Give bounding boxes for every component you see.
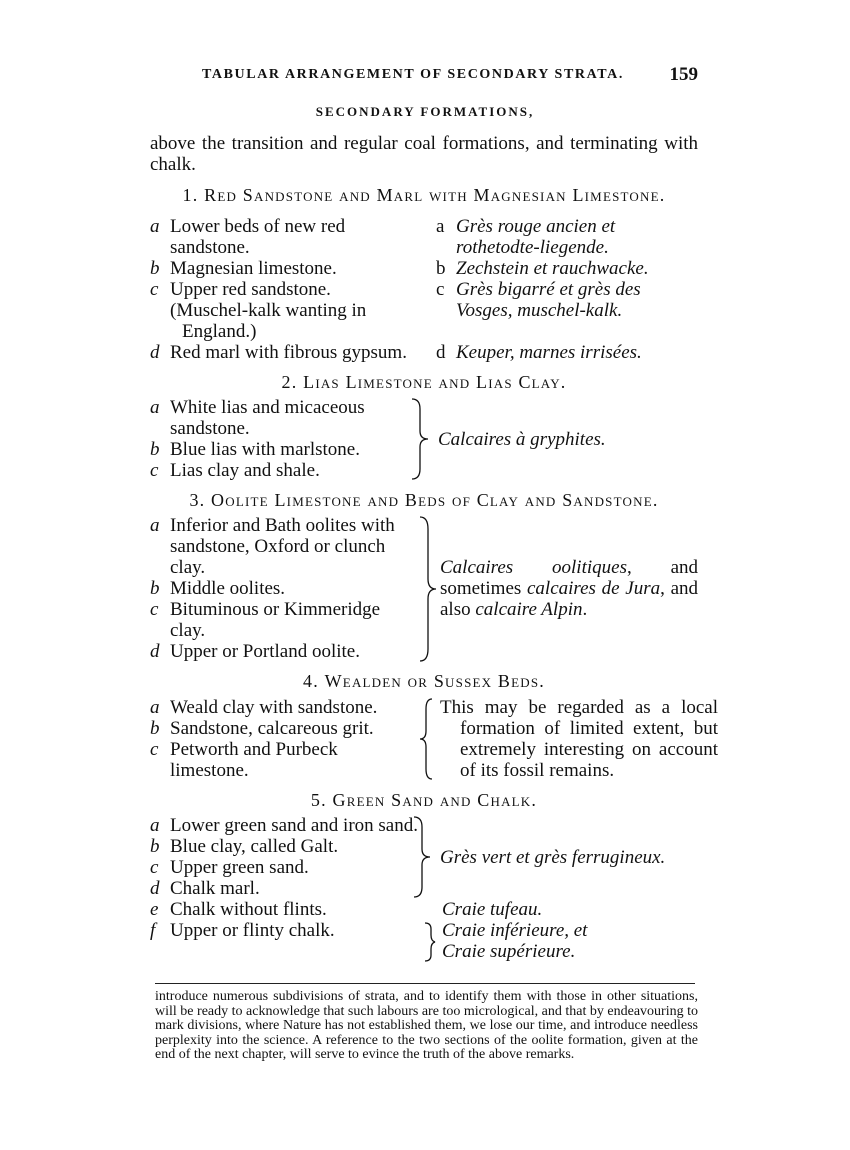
group-title-text: Lias Limestone and Lias Clay.: [303, 372, 567, 392]
group-4-title: [150, 671, 698, 692]
list-item: c Petworth and Purbeck limestone.: [150, 739, 338, 781]
group-1-title: [150, 185, 698, 206]
list-item: b Middle oolites.: [150, 578, 286, 599]
group-4-note: This may be regarded as a local formation of limited extent, but extremely interesting on account of its fossil remains.: [440, 697, 718, 781]
group-2-equivalent: Calcaires à gryphites.: [438, 429, 606, 450]
list-item: e Chalk without flints.: [150, 899, 327, 920]
list-item: b Blue clay, called Galt.: [150, 836, 339, 857]
group-3-title: [150, 490, 698, 511]
list-item: d Red marl with fibrous gypsum.: [150, 342, 407, 363]
list-item: c Bituminous or Kimmeridge clay.: [150, 599, 381, 641]
list-item: b Blue lias with marlstone.: [150, 439, 360, 460]
group-number: 1.: [182, 185, 199, 205]
right-brace: [418, 515, 442, 663]
group-5-equivalent: Grès vert et grès ferrugineux.: [440, 847, 666, 868]
list-item: f Upper or flinty chalk.: [150, 920, 335, 941]
right-brace: [412, 815, 436, 899]
group-title-text: Wealden or Sussex Beds.: [324, 671, 545, 691]
group-title-text: Red Sandstone and Marl with Magnesian Limestone.: [204, 185, 666, 205]
footnote-divider: [155, 983, 695, 984]
list-item: b Magnesian limestone.: [150, 258, 337, 279]
list-item: c Upper red sandstone.: [150, 279, 331, 300]
group-title-text: Green Sand and Chalk.: [332, 790, 538, 810]
list-item: c Grès bigarré et grès des Vosges, muschel-kalk.: [436, 279, 641, 321]
list-item: a White lias and micaceous sandstone.: [150, 397, 365, 439]
footnote: introduce numerous subdivisions of strata, and to identify them with those in other situations, will be ready to acknowledge that such labours are too micrological, and that by endeavouring to mark divisions, where Nature has not established them, we lose our time, and introduce needless perplexity into the science. A reference to the two sections of the oolite formation, given at the end of the next chapter, will serve to evince the truth of the above remarks.: [155, 989, 698, 1062]
group-5-chalk-equivalents: Craie inférieure, et Craie supérieure.: [442, 920, 588, 962]
list-item: a Lower green sand and iron sand.: [150, 815, 418, 836]
group-number: 2.: [281, 372, 298, 392]
list-item: b Sandstone, calcareous grit.: [150, 718, 374, 739]
page-number: 159: [669, 64, 698, 85]
right-brace: [410, 397, 434, 481]
list-item: a Inferior and Bath oolites with sandstone, Oxford or clunch clay.: [150, 515, 395, 578]
list-item: d Chalk marl.: [150, 878, 260, 899]
list-item: d Keuper, marnes irrisées.: [436, 342, 642, 363]
group-5-chalk-marl-equivalent: Craie tufeau.: [442, 899, 543, 920]
group-2-english-list: [150, 397, 400, 481]
list-item: b Zechstein et rauchwacke.: [436, 258, 649, 279]
group-3-english-list: [150, 515, 415, 662]
group-4-english-list: [150, 697, 415, 781]
list-item: (Muschel-kalk wanting in England.): [170, 300, 367, 342]
group-2-title: [150, 372, 698, 393]
list-item: a Grès rouge ancien et rothetodte-liegende.: [436, 216, 616, 258]
list-item: c Upper green sand.: [150, 857, 309, 878]
double-brace: [422, 921, 440, 963]
left-brace: [418, 697, 438, 781]
list-item: a Lower beds of new red sandstone.: [150, 216, 346, 258]
running-title: TABULAR ARRANGEMENT OF SECONDARY STRATA.: [202, 67, 624, 82]
group-1-english-list: [150, 216, 420, 363]
group-3-equivalent: Calcaires oolitiques, and sometimes calcaires de Jura, and also calcaire Alpin.: [440, 557, 698, 620]
group-5-english-list: [150, 815, 418, 941]
group-title-text: Oolite Limestone and Beds of Clay and Sandstone.: [211, 490, 659, 510]
group-number: 4.: [303, 671, 319, 691]
running-head: [150, 64, 698, 90]
section-heading: SECONDARY FORMATIONS,: [315, 104, 535, 119]
list-item: c Lias clay and shale.: [150, 460, 320, 481]
list-item: a Weald clay with sandstone.: [150, 697, 378, 718]
list-item: d Upper or Portland oolite.: [150, 641, 360, 662]
group-1-french-list: [436, 216, 698, 363]
intro-paragraph: above the transition and regular coal formations, and terminating with chalk.: [150, 133, 698, 175]
group-number: 5.: [310, 790, 327, 810]
group-number: 3.: [189, 490, 206, 510]
group-5-title: [150, 790, 698, 811]
